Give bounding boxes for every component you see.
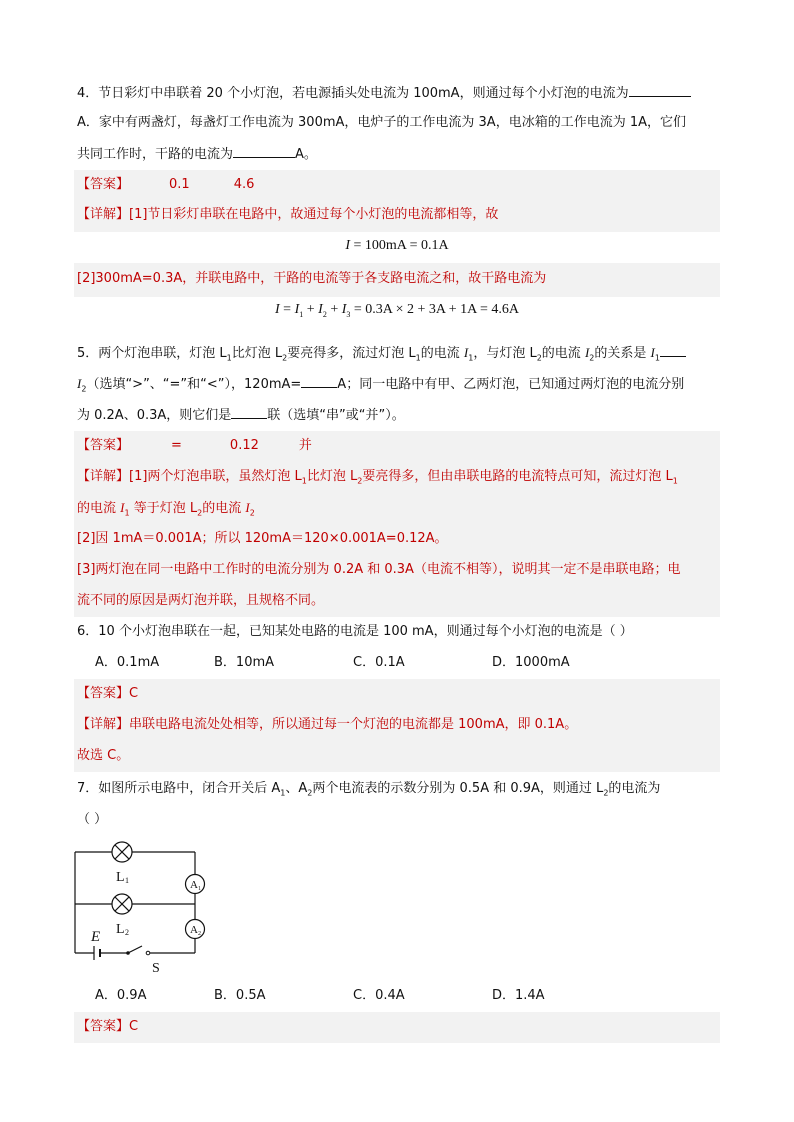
q6-detail: 【详解】串联电路电流处处相等，所以通过每一个灯泡的电流都是 100mA，即 0.1A。 <box>77 717 578 732</box>
q5-text-b: 比灯泡 L <box>231 346 283 361</box>
switch-label: S <box>152 961 160 976</box>
q4-detail-2-text: [2]300mA=0.3A，并联电路中，干路的电流等于各支路电流之和，故干路电流为 <box>77 271 547 286</box>
q5-text-k: 联（选填“串”或“并”）。 <box>267 408 405 423</box>
sub-2: 2 <box>197 508 203 518</box>
q6-option-c: C．0.1A <box>353 655 405 670</box>
sub-2: 2 <box>81 384 87 394</box>
sub-2: 2 <box>198 931 201 937</box>
q4-blank-2 <box>233 143 295 158</box>
q7-option-b: B．0.5A <box>214 988 266 1003</box>
q7-answer: 【答案】C <box>77 1019 139 1034</box>
q4-detail-1-text: 【详解】[1]节日彩灯串联在电路中，故通过每个小灯泡的电流都相等，故 <box>77 207 499 222</box>
sub-2: 2 <box>125 928 129 937</box>
q5-stem-line3 <box>77 404 405 426</box>
sub-3: 3 <box>346 309 351 319</box>
sub-2: 2 <box>589 353 595 363</box>
answer-label: 【答案】 <box>77 438 130 453</box>
q5-detail-2a: 的电流 <box>77 501 117 516</box>
q5-detail-1a: 【详解】[1]两个灯泡串联，虽然灯泡 L <box>77 469 302 484</box>
q7-paren: （ ） <box>77 812 108 827</box>
q5-detail-2b: 等于灯泡 L <box>133 501 198 516</box>
sub-1: 1 <box>280 788 286 798</box>
q5-detail-1c: 要亮得多，但由串联电路的电流特点可知，流过灯泡 L <box>362 469 673 484</box>
q7-stem-d: 的电流为 <box>608 781 661 796</box>
q5-answer <box>77 436 312 456</box>
q7-answer-shade <box>74 1012 720 1043</box>
lamp-l1-icon <box>112 842 132 862</box>
q7-option-a: A．0.9A <box>95 988 147 1003</box>
q6-stem <box>77 622 633 642</box>
q5-detail-5 <box>77 591 324 611</box>
sub-1: 1 <box>198 886 201 892</box>
q5-answer-shade <box>74 431 720 617</box>
q5-text-h: （选填“>”、“=”和“<”），120mA= <box>86 377 302 392</box>
ammeter-a2-label: A <box>190 924 198 936</box>
q5-detail-5-text: 流不同的原因是两灯泡并联，且规格不同。 <box>77 593 325 608</box>
q5-answer-3: 并 <box>298 438 312 453</box>
q4-stem-text-2: A．家中有两盏灯，每盏灯工作电流为 300mA，电炉子的工作电流为 3A，电冰箱的工作电流为 1A，它们 <box>77 115 686 130</box>
q5-stem-line2: $I_2$（选填“>”、“=”和“<”），120mA= A；同一电路中有甲、乙两灯泡，已知通过两灯泡的电流分别 <box>77 373 684 400</box>
sub-1: 1 <box>654 353 660 363</box>
q5-text-g: 的关系是 <box>594 346 647 361</box>
lamp-l2-icon <box>112 894 132 914</box>
switch-contact-right <box>146 951 150 955</box>
sub-2: 2 <box>282 353 288 363</box>
sub-2: 2 <box>322 309 327 319</box>
sub-2: 2 <box>536 353 542 363</box>
q7-option-c: C．0.4A <box>353 988 405 1003</box>
circuit-diagram <box>70 838 220 978</box>
q4-answer-1: 0.1 <box>169 177 190 192</box>
answer-label: 【答案】 <box>77 177 130 192</box>
q5-text-f: 的电流 <box>541 346 581 361</box>
q5-detail-3 <box>77 529 448 549</box>
q4-detail-1 <box>77 205 498 225</box>
q7-stem-b: 、A <box>285 781 308 796</box>
q4-formula-2-rest: = 0.3A × 2 + 3A + 1A = 4.6A <box>353 302 519 317</box>
q4-stem-line3 <box>77 143 317 165</box>
sub-2: 2 <box>603 788 609 798</box>
q5-detail-4 <box>77 560 680 580</box>
battery-label: E <box>91 929 101 945</box>
q5-detail-1 <box>77 467 678 492</box>
q5-detail-1b: 比灯泡 L <box>306 469 358 484</box>
sub-1: 1 <box>301 476 307 486</box>
q4-blank-1 <box>629 82 691 97</box>
sub-1: 1 <box>125 876 129 885</box>
q4-stem-line1 <box>77 82 691 104</box>
q5-detail-2: 的电流 $I_1$ 等于灯泡 $L_2$的电流 $I_2$ <box>77 500 255 518</box>
q7-stem <box>77 779 660 804</box>
sub-2: 2 <box>249 508 255 518</box>
q4-stem-unit: A。 <box>295 147 317 162</box>
q4-formula-1-var: I <box>345 238 351 253</box>
q5-text-j: 为 0.2A、0.3A，则它们是 <box>77 408 232 423</box>
lamp-l1-label: L <box>116 870 125 885</box>
sub-1: 1 <box>415 353 421 363</box>
q4-stem-text-3: 共同工作时，干路的电流为 <box>77 147 234 162</box>
lamp-l2-label: L <box>116 922 125 937</box>
q5-text-e: ，与灯泡 L <box>473 346 537 361</box>
q5-stem-line1: 5．两个灯泡串联，灯泡 $L_1$比灯泡 $L_2$要亮得多，流过灯泡 $L_1$的电流 $I_1$，与灯泡 $L_2$的电流 $I_2$的关系是 $I_1$ <box>77 342 686 369</box>
q5-text-a: 5．两个灯泡串联，灯泡 L <box>77 346 227 361</box>
q6-option-d: D．1000mA <box>492 655 570 670</box>
q6-answer: 【答案】C <box>77 686 139 701</box>
q4-stem-text: 4．节日彩灯中串联着 20 个小灯泡，若电源插头处电流为 100mA，则通过每个小灯泡的电流为 <box>77 86 629 101</box>
sub-1: 1 <box>124 508 130 518</box>
q4-answer <box>77 175 254 195</box>
q4-formula-1 <box>0 238 794 254</box>
q5-blank-3 <box>231 404 267 419</box>
sub-2: 2 <box>357 476 363 486</box>
ammeter-a1-icon <box>186 875 205 894</box>
q5-detail-3-text: [2]因 1mA＝0.001A；所以 120mA＝120×0.001A=0.12A。 <box>77 531 448 546</box>
q5-blank-1 <box>660 342 686 357</box>
sub-1: 1 <box>468 353 474 363</box>
ammeter-a2-icon <box>186 920 205 939</box>
q5-blank-2 <box>301 373 337 388</box>
q4-answer-2: 4.6 <box>233 177 255 192</box>
q7-stem-a: 7．如图所示电路中，闭合开关后 A <box>77 781 281 796</box>
q4-formula-2-var: I <box>274 302 280 317</box>
q4-formula-2: $I = I_1 + I_2 + I_3 = 0.3A \times 2 + 3A + 1A = 4.6A$ <box>274 302 519 319</box>
q5-text-c: 要亮得多，流过灯泡 L <box>287 346 416 361</box>
q6-option-b: B．10mA <box>214 655 275 670</box>
q5-detail-4-text: [3]两灯泡在同一电路中工作时的电流分别为 0.2A 和 0.3A（电流不相等），说明其一定不是串联电路；电 <box>77 562 681 577</box>
q5-text-i: A；同一电路中有甲、乙两灯泡，已知通过两灯泡的电流分别 <box>337 377 685 392</box>
q6-option-a: A．0.1mA <box>95 655 160 670</box>
sub-1: 1 <box>226 353 232 363</box>
q5-answer-2: 0.12 <box>229 438 259 453</box>
ammeter-a1-label: A <box>190 879 198 891</box>
q5-answer-1: = <box>171 438 182 453</box>
sub-2: 2 <box>307 788 313 798</box>
q7-option-d: D．1.4A <box>492 988 545 1003</box>
q4-formula-1-rest: = 100mA = 0.1A <box>353 238 449 253</box>
q5-detail-2c: 的电流 <box>202 501 242 516</box>
q5-text-d: 的电流 <box>420 346 460 361</box>
sub-1: 1 <box>672 476 678 486</box>
sub-1: 1 <box>299 309 304 319</box>
q6-stem-text: 6．10 个小灯泡串联在一起，已知某处电路的电流是 100 mA，则通过每个小灯泡的电流是（ ） <box>77 624 633 639</box>
q6-conclusion: 故选 C。 <box>77 748 130 763</box>
q4-detail-2 <box>77 269 546 289</box>
switch-contact-left <box>126 951 130 955</box>
q4-stem-line2 <box>77 113 686 133</box>
q7-stem-c: 两个电流表的示数分别为 0.5A 和 0.9A，则通过 L <box>312 781 604 796</box>
